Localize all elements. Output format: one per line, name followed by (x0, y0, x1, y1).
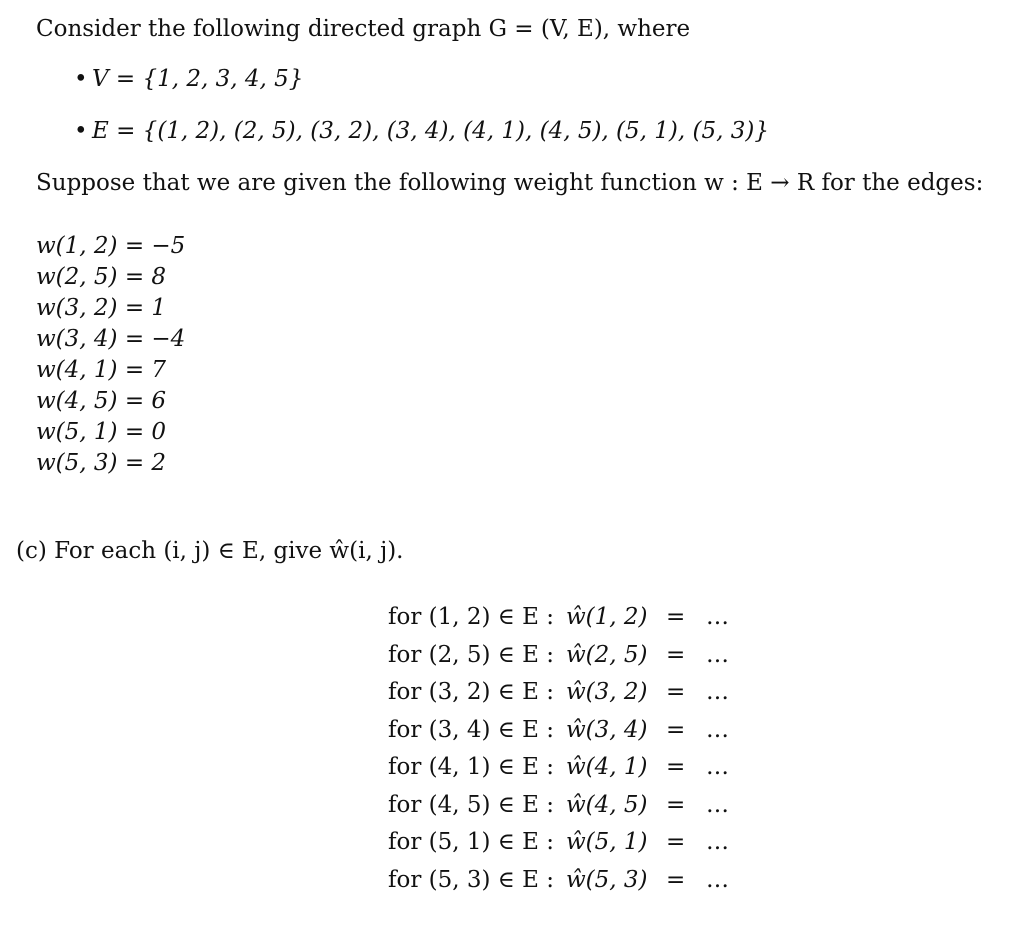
reweight-expression: ŵ(3, 2) (566, 679, 648, 705)
weight-item: w(4, 5) = 6 (36, 388, 167, 414)
vertex-set-item (74, 68, 303, 91)
edge-condition: for (4, 1) ∈ E : (388, 754, 554, 780)
answer-table (388, 600, 788, 900)
bullet-icon: • (74, 66, 88, 92)
equals-sign: = (666, 866, 686, 893)
weight-item: w(3, 4) = −4 (36, 326, 186, 352)
reweight-expression: ŵ(1, 2) (566, 604, 648, 630)
answer-row (388, 863, 788, 901)
reweight-expression: ŵ(4, 1) (566, 754, 648, 780)
weight-item: w(2, 5) = 8 (36, 264, 167, 290)
answer-row (388, 675, 788, 713)
answer-row (388, 750, 788, 788)
edge-condition: for (5, 3) ∈ E : (388, 866, 554, 893)
edge-condition: for (5, 1) ∈ E : (388, 829, 554, 855)
weight-item: w(4, 1) = 7 (36, 357, 167, 383)
equals-sign: = (666, 679, 686, 705)
answer-blank: … (706, 866, 729, 893)
weight-function-intro: Suppose that we are given the following weight function w : E → R for the edges: (36, 170, 984, 196)
equals-sign: = (666, 754, 686, 780)
edge-condition: for (3, 4) ∈ E : (388, 716, 554, 743)
answer-blank: … (706, 754, 729, 780)
answer-row (388, 788, 788, 826)
answer-blank: … (706, 829, 729, 855)
equals-sign: = (666, 641, 686, 668)
weight-list (36, 232, 185, 480)
weight-item: w(3, 2) = 1 (36, 295, 167, 321)
answer-blank: … (706, 641, 729, 668)
equals-sign: = (666, 716, 686, 743)
vertex-set: V = {1, 2, 3, 4, 5} (92, 66, 304, 92)
bullet-icon: • (74, 118, 88, 144)
answer-row (388, 638, 788, 676)
equals-sign: = (666, 829, 686, 855)
answer-blank: … (706, 791, 729, 818)
edge-set: E = {(1, 2), (2, 5), (3, 2), (3, 4), (4, 1), (4, 5), (5, 1), (5, 3)} (92, 118, 769, 144)
edge-condition: for (1, 2) ∈ E : (388, 604, 554, 630)
weight-item: w(5, 3) = 2 (36, 450, 167, 476)
edge-set-item (74, 120, 769, 143)
answer-row (388, 600, 788, 638)
reweight-expression: ŵ(3, 4) (566, 716, 648, 743)
part-c-question: (c) For each (i, j) ∈ E, give ŵ(i, j). (16, 538, 404, 564)
intro-text: Consider the following directed graph G = (V, E), where (36, 16, 691, 42)
weight-item: w(1, 2) = −5 (36, 233, 186, 259)
answer-row (388, 825, 788, 863)
reweight-expression: ŵ(5, 1) (566, 829, 648, 855)
reweight-expression: ŵ(4, 5) (566, 791, 648, 818)
reweight-expression: ŵ(2, 5) (566, 641, 648, 668)
equals-sign: = (666, 604, 686, 630)
answer-blank: … (706, 679, 729, 705)
edge-condition: for (4, 5) ∈ E : (388, 791, 554, 818)
equals-sign: = (666, 791, 686, 818)
edge-condition: for (3, 2) ∈ E : (388, 679, 554, 705)
answer-row (388, 713, 788, 751)
edge-condition: for (2, 5) ∈ E : (388, 641, 554, 668)
reweight-expression: ŵ(5, 3) (566, 866, 648, 893)
answer-blank: … (706, 604, 729, 630)
answer-blank: … (706, 716, 729, 743)
weight-item: w(5, 1) = 0 (36, 419, 167, 445)
